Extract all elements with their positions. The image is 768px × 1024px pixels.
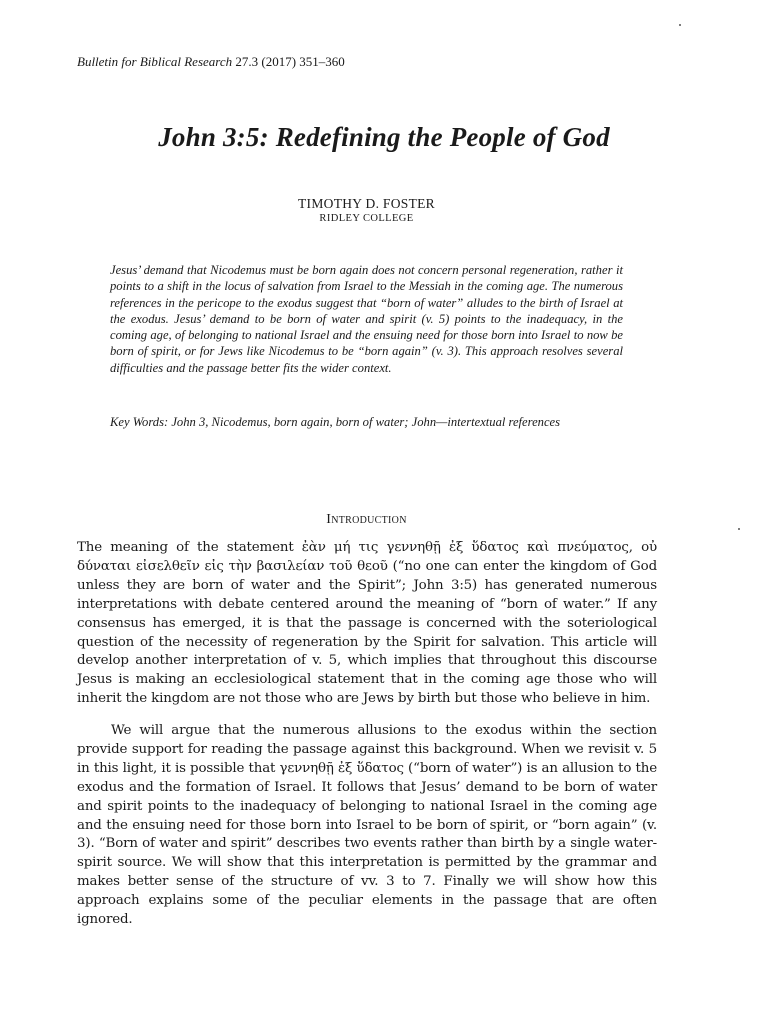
article-title: John 3:5: Redefining the People of God (158, 122, 610, 152)
section-heading: Introduction (326, 512, 407, 527)
author-name: TIMOTHY D. FOSTER (298, 196, 435, 211)
scan-speck (738, 528, 740, 530)
keywords: Key Words: John 3, Nicodemus, born again, born of water; John—intertextual references (110, 415, 561, 429)
author-affiliation: RIDLEY COLLEGE (319, 213, 414, 224)
journal-name: Bulletin for Biblical Research (77, 54, 233, 69)
body-paragraph: The meaning of the statement ἐὰν μή τις γεννηθῇ ἐξ ὕδατος καὶ πνεύματος, οὐ δύναται εἰσελθεῖν εἰς τὴν βασιλείαν τοῦ θεοῦ (“no one can enter the kingdom of God unless they are born of water and the Spirit”; John 3:5) has generated numerous interpretations with debate centered around the meaning of “born of water.” If any consensus has emerged, it is that the passage is concerned with the soteriological question of the necessity of regeneration by the Spirit for salvation. This article will develop another interpretation of v. 5, which implies that throughout this discourse Jesus is making an ecclesiological statement that in the coming age those who will inherit the kingdom are not those who are Jews by birth but those who believe in him. (77, 540, 657, 707)
body-paragraph: We will argue that the numerous allusions to the exodus within the section provide support for reading the passage against this background. When we revisit v. 5 in this light, it is possible that γεννηθῇ ἐξ ὕδατος (“born of water”) is an allusion to the exodus and the formation of Israel. It follows that Jesus’ demand to be born of water and spirit points to the inadequacy of belonging to national Israel in the coming age and the ensuing need for those born into Israel to be born of spirit, or “born again” (v. 3). “Born of water and spirit” describes two events rather than birth by a single water-spirit source. We will show that this interpretation is permitted by the grammar and makes better sense of the structure of vv. 3 to 7. Finally we will show how this approach explains some of the peculiar elements in the passage that are often ignored. (77, 723, 657, 928)
journal-citation (77, 54, 345, 70)
scan-speck (679, 24, 681, 26)
journal-volume-pages: 27.3 (2017) 351–360 (235, 54, 345, 69)
abstract: Jesus’ demand that Nicodemus must be born again does not concern personal regeneration, rather it points to a shift in the locus of salvation from Israel to the Messiah in the coming age. The numerous references in the pericope to the exodus suggest that “born of water” alludes to the birth of Israel at the exodus. Jesus’ demand to be born of water and spirit (v. 5) points to the inadequacy, in the coming age, of belonging to national Israel and the ensuing need for those born into Israel to now be born of spirit, or for Jews like Nicodemus to be “born again” (v. 3). This approach resolves several difficulties and the passage better fits the wider context. (110, 263, 623, 375)
